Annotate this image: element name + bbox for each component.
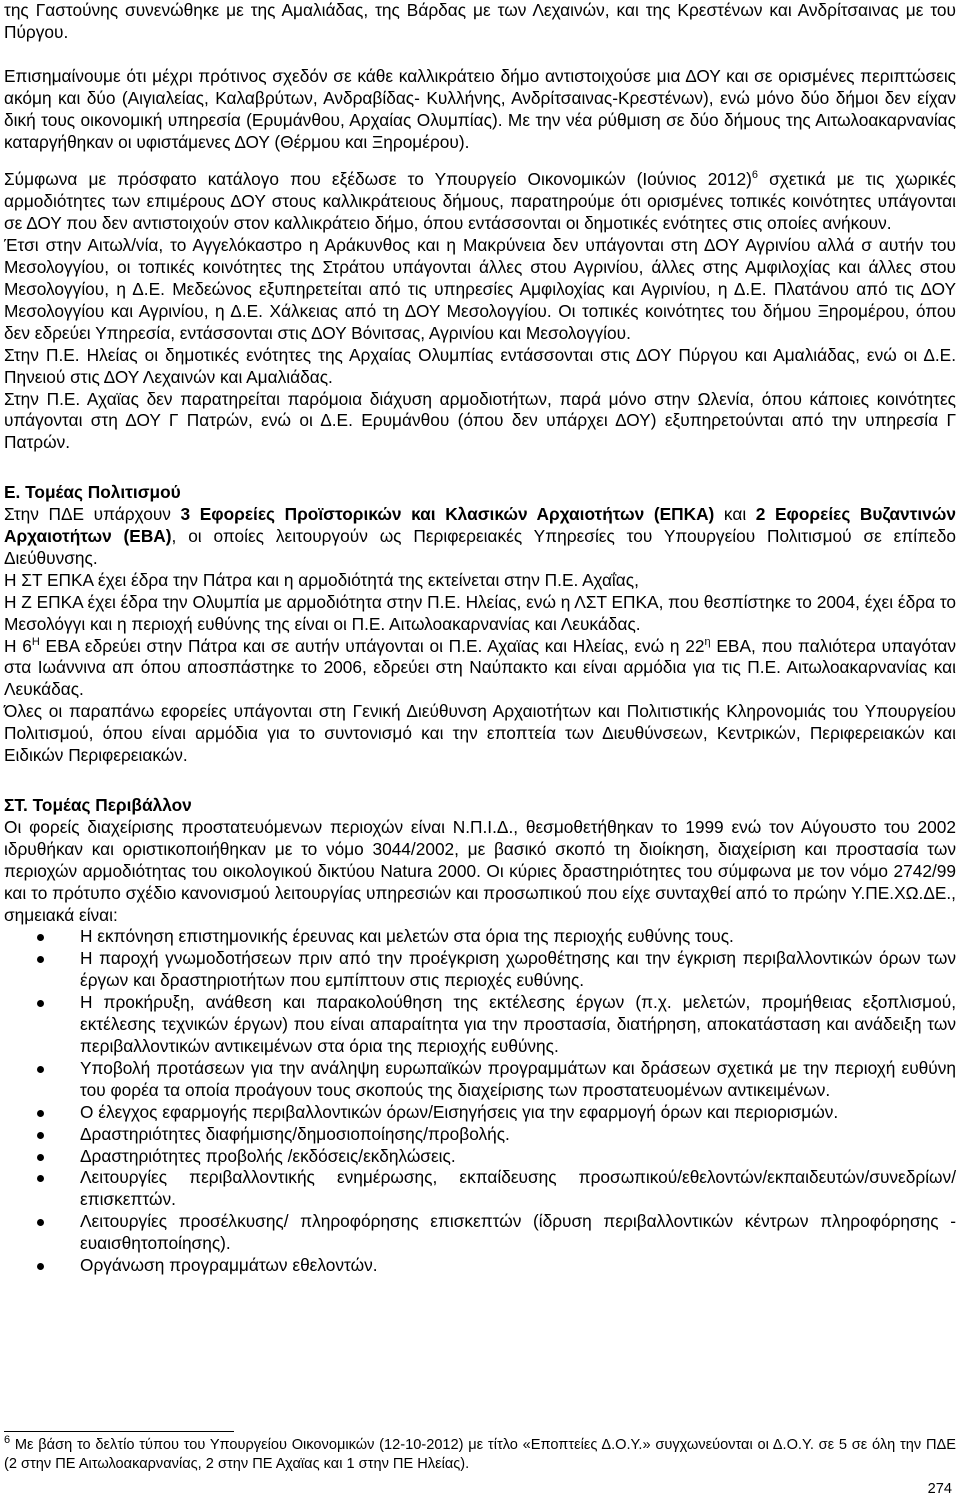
eva-sup-2: η <box>704 635 711 648</box>
paragraph-culture-intro <box>4 504 956 570</box>
list-item <box>4 1255 956 1277</box>
list-item <box>4 1211 956 1255</box>
list-item-text: Λειτουργίες προσέλκυσης/ πληροφόρησης επισκεπτών (ίδρυση περιβαλλοντικών κέντρων πληροφόρησης - ευαισθητοποίησης). <box>80 1211 956 1254</box>
list-item-text: Οργάνωση προγραμμάτων εθελοντών. <box>80 1255 378 1276</box>
footnote-separator <box>4 1431 234 1432</box>
list-item <box>4 948 956 992</box>
paragraph-merger: της Γαστούνης συνενώθηκε με της Αμαλιάδας, της Βάρδας με των Λεχαινών, και της Κρεστένων και Ανδρίτσαινας με του Πύργου. <box>4 0 956 42</box>
list-item <box>4 1102 956 1124</box>
eva-text-a: Η 6 <box>4 635 32 656</box>
paragraph-st-epka: Η ΣΤ ΕΠΚΑ έχει έδρα την Πάτρα και η αρμοδιότητά της εκτείνεται στην Π.Ε. Αχαΐας, <box>4 569 639 590</box>
list-item-text: Υποβολή προτάσεων για την ανάληψη ευρωπαϊκών προγραμμάτων και δράσεων σχετικά με την περιοχή ευθύνη του φορέα τα οποία προάγουν τους σκοπούς της διαχείρισης των προστατευομένων αντικειμένων. <box>80 1057 956 1100</box>
bullet-icon <box>37 1132 44 1139</box>
paragraph-tax-offices: Επισημαίνουμε ότι μέχρι πρότινος σχεδόν σε κάθε καλλικράτειο δήμο αντιστοιχούσε μια ΔΟΥ και σε ορισμένες περιπτώσεις ακόμη και δύο (Αιγιαλείας, Καλαβρύτων, Ανδραβίδας- Κυλλήνης, Ανδρίτσαινας-Κρεστένων), ενώ μόνο δύο δήμοι δεν είχαν δική τους οικονομική υπηρεσία (Ερυμάνθου, Αρχαίας Ολυμπίας). Με την νέα ρύθμιση σε δύο δήμους της Αιτωλοακαρνανίας καταργήθηκαν οι υφιστάμενες ΔΟΥ (Θέρμου και Ξηρομέρου). <box>4 65 956 152</box>
paragraph-ministry-catalogue-text-b: σχετικά με τις χωρικές αρμοδιότητες των επιμέρους ΔΟΥ στους καλλικράτειους δήμους, παρατηρούμε ότι ορισμένες τοπικές κοινότητες υπάγονται σε ΔΟΥ που δεν αντιστοιχούν στον καλλικράτειο δήμο, όπου εντάσσονται οι δημοτικές ενότητες στις οποίες ανήκουν. <box>4 169 956 234</box>
paragraph-ileia: Στην Π.Ε. Ηλείας οι δημοτικές ενότητες της Αρχαίας Ολυμπίας εντάσσονται στις ΔΟΥ Πύργου και Αμαλιάδας, ενώ οι Δ.Ε. Πηνειού στις ΔΟΥ Λεχαινών και Αμαλιάδας. <box>4 344 956 387</box>
list-item <box>4 1146 956 1168</box>
footnote-reference: 6 <box>751 169 759 182</box>
section-heading-environment: ΣΤ. Τομέας Περιβάλλον <box>4 795 192 815</box>
bullet-icon <box>37 1066 44 1073</box>
culture-intro-e: , οι οποίες λειτουργούν ως Περιφερειακές Υπηρεσίες του Υπουργείου Πολιτισμού σε επίπεδο Διεύθυνσης. <box>4 526 956 568</box>
bullet-icon <box>37 1175 44 1182</box>
paragraph-z-epka: Η Ζ ΕΠΚΑ έχει έδρα την Ολυμπία με αρμοδιότητα στην Π.Ε. Ηλείας, ενώ η ΛΣΤ ΕΠΚΑ, που θεσπίστηκε το 2004, έχει έδρα το Μεσολόγγι και η περιοχή ευθύνης της είναι οι Π.Ε. Αιτωλοακαρνανίας και Λευκάδας. <box>4 591 957 634</box>
list-item-text: Λειτουργίες περιβαλλοντικής ενημέρωσης, εκπαίδευσης προσωπικού/εθελοντών/εκπαιδευτών/συνεδρίων/επισκεπτών. <box>80 1167 956 1210</box>
list-item-text: Ο έλεγχος εφαρμογής περιβαλλοντικών όρων/Εισηγήσεις για την εφαρμογή όρων και περιορισμών. <box>80 1101 839 1122</box>
list-item-text: Δραστηριότητες προβολής /εκδόσεις/εκδηλώσεις. <box>80 1145 456 1166</box>
list-item <box>4 1167 956 1211</box>
footnote-marker: 6 <box>4 1434 11 1447</box>
paragraph-ministry-catalogue-text-a: Σύμφωνα με πρόσφατο κατάλογο που εξέδωσε το Υπουργείο Οικονομικών (Ιούνιος 2012) <box>4 169 752 190</box>
bullet-icon <box>37 1263 44 1270</box>
bullet-icon <box>37 1219 44 1226</box>
bullet-icon <box>37 956 44 963</box>
section-heading-culture: Ε. Τομέας Πολιτισμού <box>4 482 181 503</box>
list-item <box>4 1124 956 1146</box>
list-item-text: Η προκήρυξη, ανάθεση και παρακολούθηση της εκτέλεσης έργων (π.χ. μελετών, προμήθειας εξοπλισμού, εκτέλεσης τεχνικών έργων) που είναι απαραίτητα για την προστασία, διατήρηση, αποκατάσταση και ανάδειξη των περιβαλλοντικών αντικειμένων στα όρια της περιοχής ευθύνης. <box>80 992 956 1056</box>
bullet-icon <box>37 1000 44 1007</box>
activities-list <box>4 926 956 1277</box>
list-item-text: Η παροχή γνωμοδοτήσεων πριν από την προέγκριση χωροθέτησης και την έγκριση περιβαλλοντικών όρων των έργων και δραστηριοτήτων που εμπίπτουν στις περιοχές ευθύνης. <box>80 948 956 991</box>
footnote <box>4 1436 956 1474</box>
eva-sup-1: Η <box>31 635 40 648</box>
bullet-icon <box>37 1110 44 1117</box>
eva-text-b: ΕΒΑ εδρεύει στην Πάτρα και σε αυτήν υπάγονται οι Π.Ε. Αχαϊας και Ηλείας, ενώ η 22 <box>39 635 705 656</box>
list-item-text: Δραστηριότητες διαφήμισης/δημοσιοποίησης/προβολής. <box>80 1123 510 1144</box>
culture-intro-a: Στην ΠΔΕ υπάρχουν <box>4 504 181 525</box>
list-item <box>4 926 956 948</box>
paragraph-ministry-catalogue <box>4 169 956 235</box>
list-item <box>4 1058 956 1102</box>
footnote-text: Με βάση το δελτίο τύπου του Υπουργείου Οικονομικών (12-10-2012) με τίτλο «Εποπτείες Δ.Ο.Υ.» συγχωνεύονται οι Δ.Ο.Υ. σε 5 σε όλη την ΠΔΕ (2 στην ΠΕ Αιτωλοακαρνανίας, 2 στην ΠΕ Αχαϊας και 1 στην ΠΕ Ηλείας). <box>4 1437 956 1472</box>
eva-text-c: ΕΒΑ, που παλιότερα υπαγόταν στα Ιωάννινα απ όπου αποσπάστηκε το 2006, εδρεύει στη Ναύπακτο και είναι αρμόδια για τις Π.Ε. Αιτωλοακαρνανίας και Λευκάδας. <box>4 635 956 700</box>
paragraph-achaia: Στην Π.Ε. Αχαϊας δεν παρατηρείται παρόμοια διάχυση αρμοδιοτήτων, παρά μόνο στην Ωλενία, όπου κάποιες κοινότητες υπάγονται στη ΔΟΥ Γ Πατρών, ενώ οι Δ.Ε. Ερυμάνθου (όπου δεν υπάρχει ΔΟΥ) εξυπηρετούνται από την υπηρεσία Γ Πατρών. <box>4 388 956 453</box>
culture-intro-c: και <box>714 504 756 525</box>
culture-intro-eva: 2 Εφορείες Βυζαντινών Αρχαιοτήτων (ΕΒΑ) <box>4 504 956 547</box>
paragraph-general-directorate: Όλες οι παραπάνω εφορείες υπάγονται στη Γενική Διεύθυνση Αρχαιοτήτων και Πολιτιστικής Κληρονομιάς του Υπουργείου Πολιτισμού, όπου είναι αρμόδια για το συντονισμό και την εποπτεία των Διευθύνσεων, Κεντρικών, Περιφερειακών και Ειδικών Περιφερειακών. <box>4 701 956 766</box>
list-item-text: Η εκπόνηση επιστημονικής έρευνας και μελετών στα όρια της περιοχής ευθύνης τους. <box>80 926 734 947</box>
bullet-icon <box>37 1154 44 1161</box>
page-number: 274 <box>927 1481 952 1497</box>
paragraph-environment-intro: Οι φορείς διαχείρισης προστατευόμενων περιοχών είναι Ν.Π.Ι.Δ., θεσμοθετήθηκαν το 1999 ενώ τον Αύγουστο του 2002 ιδρυθήκαν και οριστικοποιήθηκαν με το νόμο 3044/2002, με βασικό σκοπό τη διοίκηση, διαχείριση και προστασία των περιοχών αρμοδιότητας του οικολογικού δικτύου Natura 2000. Οι κύριες δραστηριότητες του σύμφωνα με τον νόμο 2742/99 και το πρότυπο σχέδιο κανονισμού λειτουργίας υπηρεσιών και προσωπικού που είχε συνταχθεί από το πρώην Υ.ΠΕ.ΧΩ.ΔΕ., σημειακά είναι: <box>4 816 956 925</box>
culture-intro-epka: 3 Εφορείες Προϊστορικών και Κλασικών Αρχαιοτήτων (ΕΠΚΑ) <box>180 504 715 525</box>
bullet-icon <box>37 934 44 941</box>
paragraph-aitoloakarnania: Έτσι στην Αιτωλ/νία, το Αγγελόκαστρο η Αράκυνθος και η Μακρύνεια δεν υπάγονται στη ΔΟΥ Αγρινίου αλλά σ αυτήν του Μεσολογγίου, οι τοπικές κοινότητες της Στράτου υπάγονται άλλες στου Αγρινίου, άλλες στης Αμφιλοχίας και άλλες στου Μεσολογγίου, η Δ.Ε. Μεδεώνος εξυπηρετείται από τις υπηρεσίες Αμφιλοχίας και Αγρινίου, η Δ.Ε. Πλατάνου από τις ΔΟΥ Μεσολογγίου και Αγρινίου, η Δ.Ε. Χάλκειας από τη ΔΟΥ Μεσολογγίου. Οι τοπικές κοινότητες του δήμου Ξηρομέρου, όπου δεν εδρεύει Υπηρεσία, εντάσσονται στις ΔΟΥ Βόνιτσας, Αγρινίου και Μεσολογγίου. <box>4 235 956 343</box>
document-page <box>4 0 956 1277</box>
paragraph-eva <box>4 636 956 702</box>
list-item <box>4 992 956 1058</box>
